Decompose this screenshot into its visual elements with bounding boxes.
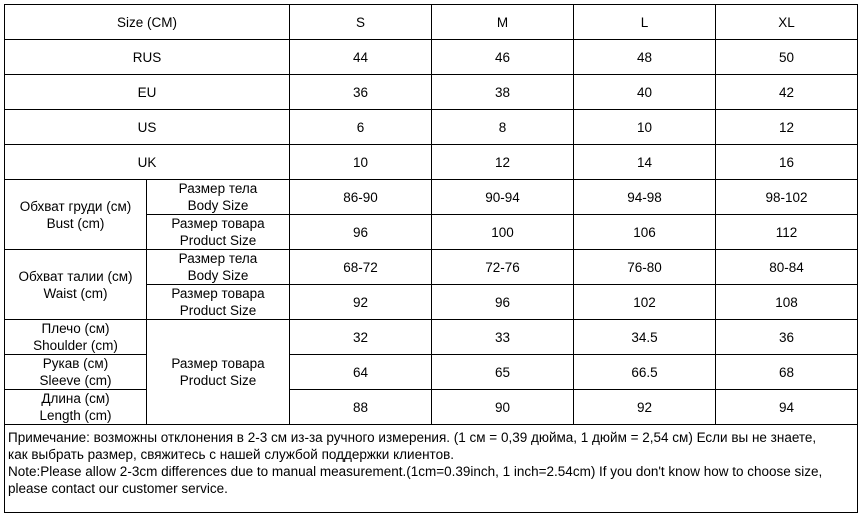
- size-header-s: S: [290, 5, 432, 40]
- row-label-shoulder: [5, 320, 147, 355]
- size-header-xl: XL: [716, 5, 858, 40]
- table-cell: 34.5: [574, 320, 716, 355]
- table-cell: 33: [432, 320, 574, 355]
- table-row-us: [5, 110, 858, 145]
- row-label-us: US: [5, 110, 290, 145]
- table-cell: 96: [432, 285, 574, 320]
- note-en-line-2: please contact our customer service.: [8, 481, 228, 496]
- table-cell: 16: [716, 145, 858, 180]
- product-size-en: Product Size: [179, 373, 257, 388]
- product-size-ru: Размер товара: [171, 216, 265, 231]
- product-size-en: Product Size: [179, 303, 257, 318]
- table-cell: 102: [574, 285, 716, 320]
- table-cell: 6: [290, 110, 432, 145]
- table-row-sleeve: [5, 355, 858, 390]
- table-cell: 10: [290, 145, 432, 180]
- shoulder-label-ru: Плечо (см): [41, 321, 110, 336]
- table-row-note: [5, 425, 858, 513]
- table-cell: 72-76: [432, 250, 574, 285]
- table-row-shoulder: [5, 320, 858, 355]
- waist-product-size-label: [147, 285, 290, 320]
- row-label-eu: EU: [5, 75, 290, 110]
- table-cell: 86-90: [290, 180, 432, 215]
- waist-label-en: Waist (cm): [43, 285, 108, 301]
- table-cell: 64: [290, 355, 432, 390]
- table-cell: 108: [716, 285, 858, 320]
- table-row-length: [5, 390, 858, 425]
- table-cell: 50: [716, 40, 858, 75]
- table-cell: 94-98: [574, 180, 716, 215]
- table-cell: 36: [290, 75, 432, 110]
- note-en-line-1: Note:Please allow 2-3cm differences due to manual measurement.(1cm=0.39inch, 1 inch=2.54cm) If you don't know how to choose size,: [8, 464, 823, 479]
- table-cell: 40: [574, 75, 716, 110]
- size-header-m: M: [432, 5, 574, 40]
- table-cell: 48: [574, 40, 716, 75]
- table-cell: 92: [290, 285, 432, 320]
- table-cell: 112: [716, 215, 858, 250]
- waist-label-ru: Обхват талии (см): [18, 268, 133, 284]
- table-cell: 38: [432, 75, 574, 110]
- shoulder-label-en: Shoulder (cm): [33, 338, 118, 353]
- table-cell: 90-94: [432, 180, 574, 215]
- sleeve-label-en: Sleeve (cm): [39, 373, 112, 388]
- bust-label-ru: Обхват груди (см): [19, 198, 132, 214]
- bust-body-size-label: [147, 180, 290, 215]
- table-row-eu: [5, 75, 858, 110]
- table-cell: 94: [716, 390, 858, 425]
- body-size-ru: Размер тела: [178, 181, 258, 196]
- product-size-ru: Размер товара: [171, 356, 265, 371]
- sleeve-label-ru: Рукав (см): [42, 356, 109, 371]
- table-cell: 36: [716, 320, 858, 355]
- measurement-note: [5, 425, 858, 513]
- bust-label-en: Bust (cm): [46, 215, 105, 231]
- table-cell: 14: [574, 145, 716, 180]
- row-label-rus: RUS: [5, 40, 290, 75]
- size-header-l: L: [574, 5, 716, 40]
- row-label-length: [5, 390, 147, 425]
- length-label-ru: Длина (см): [41, 391, 110, 406]
- note-ru-line-2: как выбрать размер, свяжитесь с нашей службой поддержки клиентов.: [8, 447, 455, 462]
- size-chart: [4, 4, 857, 513]
- table-cell: 80-84: [716, 250, 858, 285]
- bust-product-size-label: [147, 215, 290, 250]
- table-cell: 96: [290, 215, 432, 250]
- table-cell: 42: [716, 75, 858, 110]
- table-row-waist-body: [5, 250, 858, 285]
- product-size-en: Product Size: [179, 233, 257, 248]
- table-cell: 88: [290, 390, 432, 425]
- table-row-rus: [5, 40, 858, 75]
- table-cell: 65: [432, 355, 574, 390]
- table-cell: 68-72: [290, 250, 432, 285]
- body-size-en: Body Size: [187, 268, 249, 283]
- table-cell: 46: [432, 40, 574, 75]
- table-cell: 10: [574, 110, 716, 145]
- row-label-sleeve: [5, 355, 147, 390]
- table-cell: 8: [432, 110, 574, 145]
- body-size-ru: Размер тела: [178, 251, 258, 266]
- product-size-ru: Размер товара: [171, 286, 265, 301]
- table-row-bust-body: [5, 180, 858, 215]
- length-label-en: Length (cm): [39, 408, 112, 423]
- table-cell: 100: [432, 215, 574, 250]
- table-cell: 32: [290, 320, 432, 355]
- row-label-bust: [5, 180, 147, 250]
- note-ru-line-1: Примечание: возможны отклонения в 2-3 см из-за ручного измерения. (1 см = 0,39 дюйма, 1 дюйм = 2,54 см) Если вы не знаете,: [8, 430, 817, 445]
- row-label-waist: [5, 250, 147, 320]
- size-table: [4, 4, 858, 513]
- header-row: [5, 5, 858, 40]
- table-cell: 12: [716, 110, 858, 145]
- table-cell: 66.5: [574, 355, 716, 390]
- table-cell: 98-102: [716, 180, 858, 215]
- table-cell: 90: [432, 390, 574, 425]
- body-size-en: Body Size: [187, 198, 249, 213]
- table-cell: 76-80: [574, 250, 716, 285]
- product-size-group-label: [147, 320, 290, 425]
- table-cell: 92: [574, 390, 716, 425]
- waist-body-size-label: [147, 250, 290, 285]
- size-header-label: Size (CM): [5, 5, 290, 40]
- table-row-uk: [5, 145, 858, 180]
- row-label-uk: UK: [5, 145, 290, 180]
- table-cell: 106: [574, 215, 716, 250]
- table-cell: 12: [432, 145, 574, 180]
- table-cell: 68: [716, 355, 858, 390]
- table-cell: 44: [290, 40, 432, 75]
